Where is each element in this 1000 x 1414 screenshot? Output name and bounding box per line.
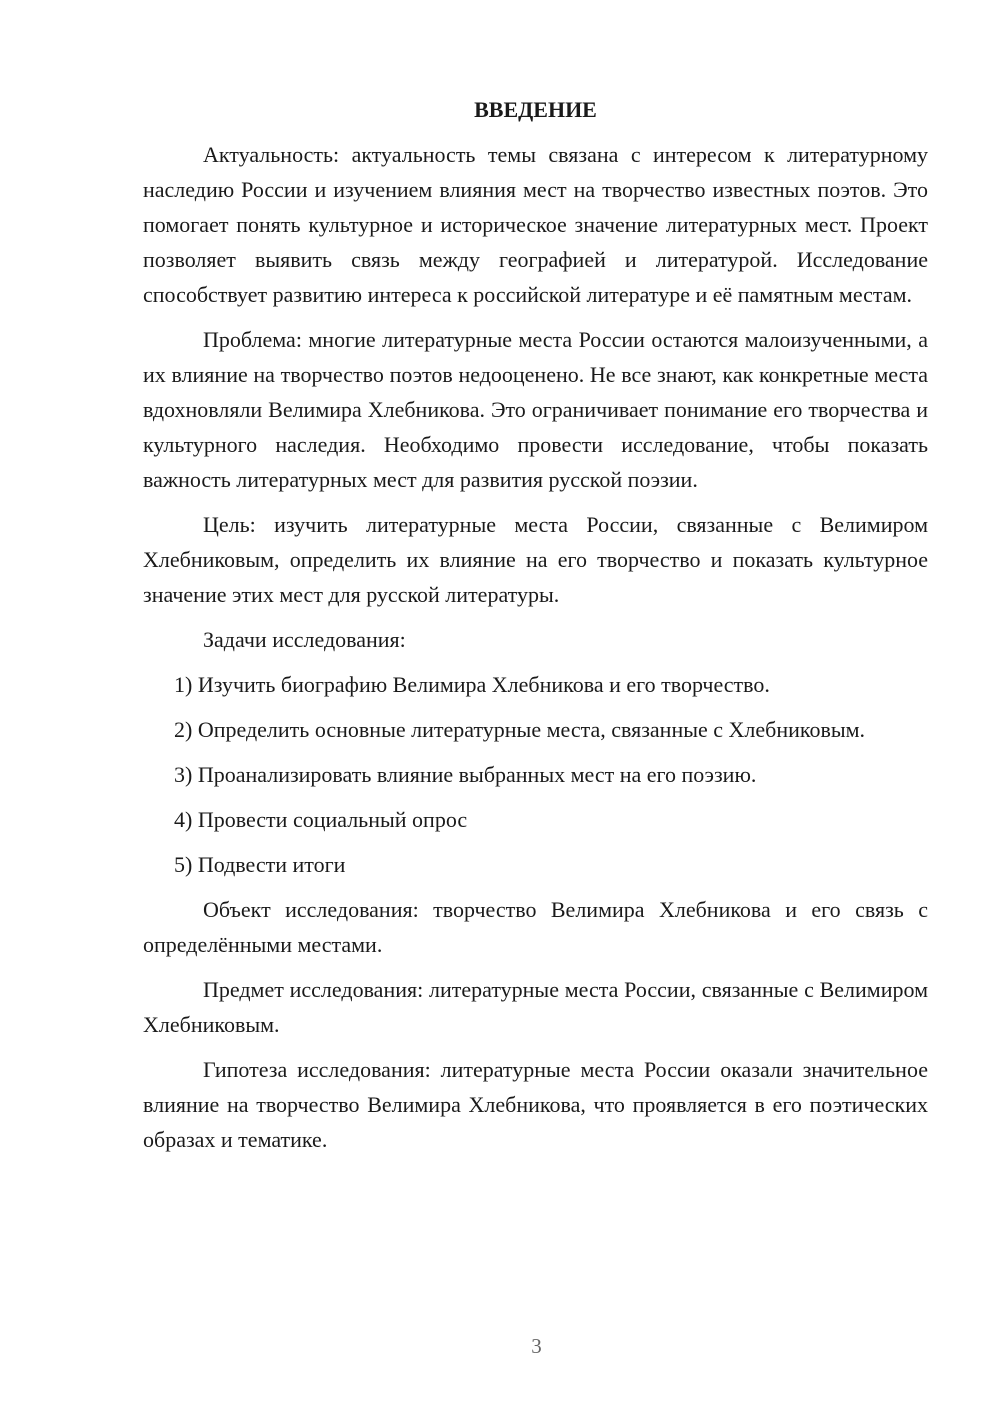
hypothesis-paragraph: Гипотеза исследования: литературные места России оказали значительное влияние на творчество Велимира Хлебникова, что проявляется в его поэтических образах и тематике. [143, 1057, 928, 1152]
goal-paragraph: Цель: изучить литературные места России, связанные с Велимиром Хлебниковым, определить их влияние на его творчество и показать культурное значение этих мест для русской литературы. [143, 512, 928, 607]
task-item: 5) Подвести итоги [174, 852, 346, 877]
subject-paragraph: Предмет исследования: литературные места России, связанные с Велимиром Хлебниковым. [143, 977, 928, 1037]
page-number: 3 [531, 1334, 542, 1358]
tasks-heading: Задачи исследования: [203, 627, 406, 652]
page-content [143, 95, 928, 1167]
task-item: 1) Изучить биографию Велимира Хлебникова и его творчество. [174, 672, 770, 697]
object-paragraph: Объект исследования: творчество Велимира Хлебникова и его связь с определёнными местами. [143, 897, 928, 957]
problem-paragraph: Проблема: многие литературные места России остаются малоизученными, а их влияние на творчество поэтов недооценено. Не все знают, как конкретные места вдохновляли Велимира Хлебникова. Это ограничивает понимание его творчества и культурного наследия. Необходимо провести исследование, чтобы показать важность литературных мест для развития русской поэзии. [143, 327, 928, 492]
task-item: 2) Определить основные литературные места, связанные с Хлебниковым. [174, 717, 866, 742]
section-title: ВВЕДЕНИЕ [474, 97, 597, 122]
task-item: 3) Проанализировать влияние выбранных мест на его поэзию. [174, 762, 757, 787]
relevance-paragraph: Актуальность: актуальность темы связана с интересом к литературному наследию России и изучением влияния мест на творчество известных поэтов. Это помогает понять культурное и историческое значение литературных мест. Проект позволяет выявить связь между географией и литературой. Исследование способствует развитию интереса к российской литературе и её памятным местам. [143, 142, 928, 307]
task-item: 4) Провести социальный опрос [174, 807, 468, 832]
